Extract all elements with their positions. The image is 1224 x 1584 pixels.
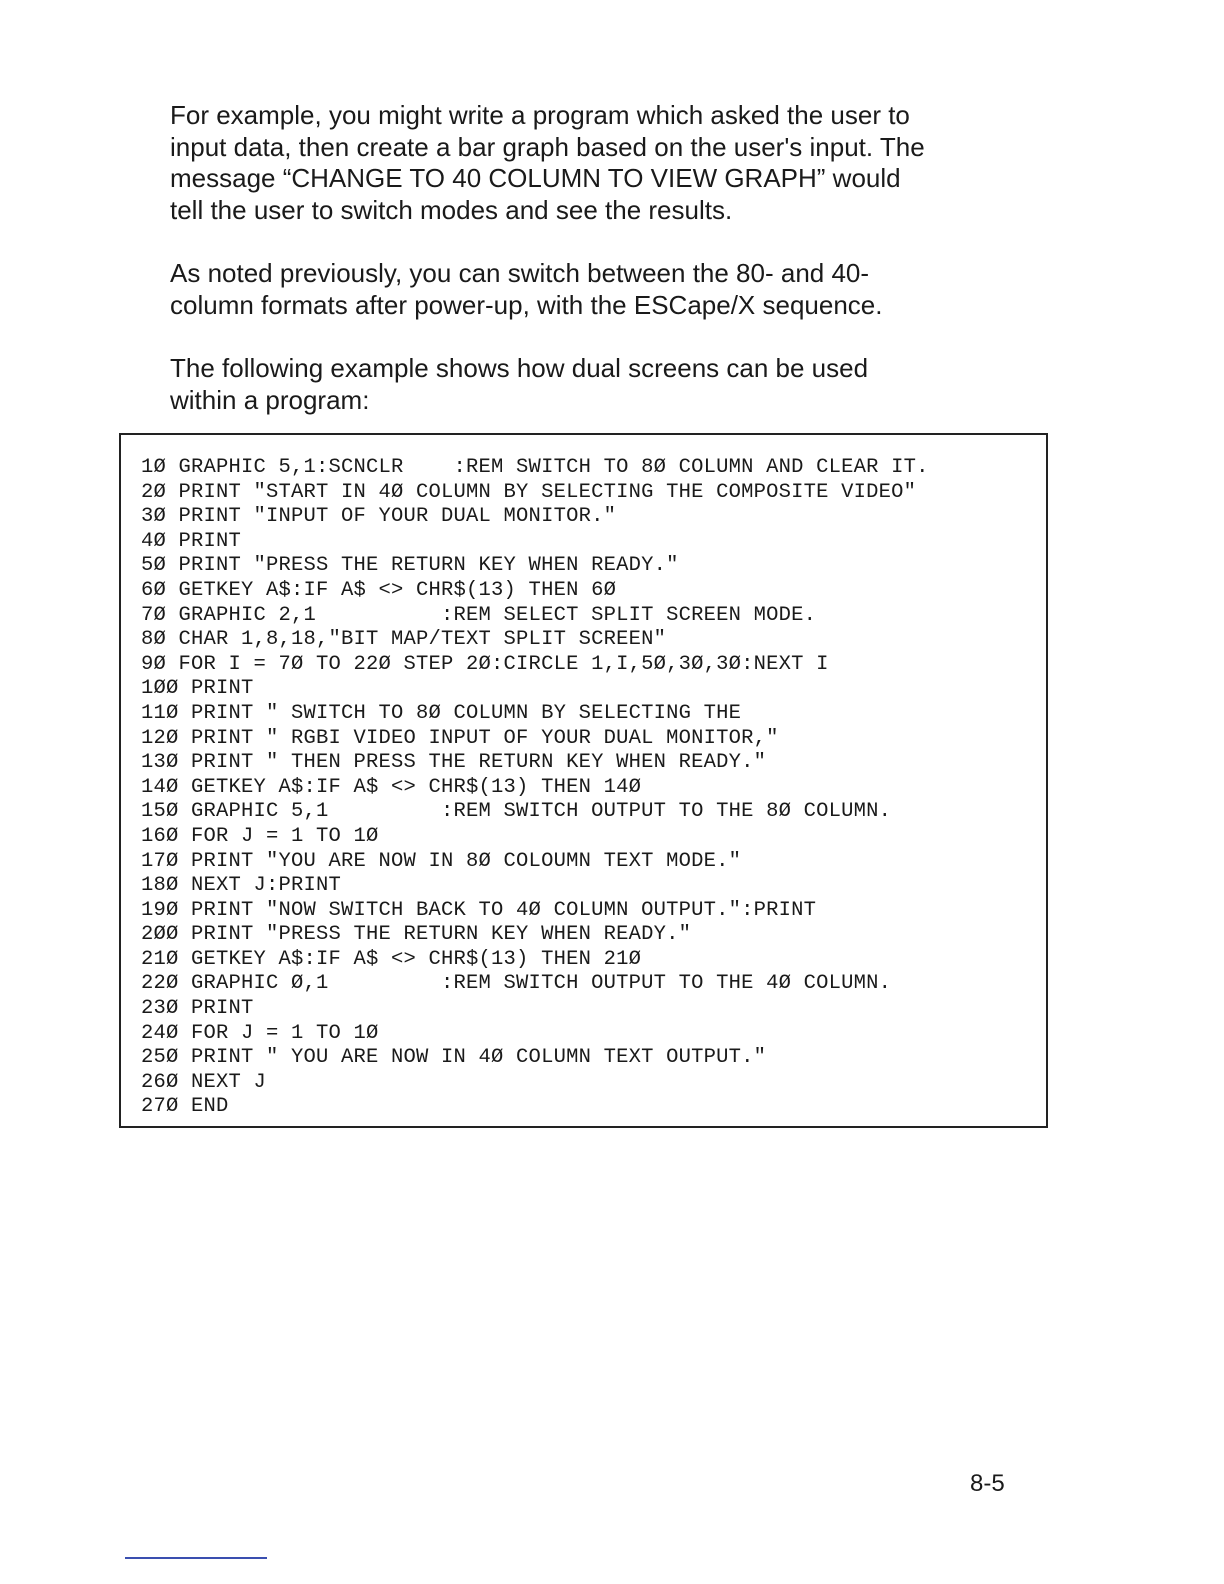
code-line: 19Ø PRINT "NOW SWITCH BACK TO 4Ø COLUMN OUTPUT.":PRINT: [141, 898, 817, 922]
code-line: 22Ø GRAPHIC Ø,1 :REM SWITCH OUTPUT TO THE 4Ø COLUMN.: [141, 972, 892, 996]
code-line: 2Ø PRINT "START IN 4Ø COLUMN BY SELECTING THE COMPOSITE VIDEO": [141, 480, 917, 504]
paragraph-bar-graph-example: [170, 100, 1030, 226]
code-line: 3Ø PRINT "INPUT OF YOUR DUAL MONITOR.": [141, 505, 617, 529]
code-line: 2ØØ PRINT "PRESS THE RETURN KEY WHEN READY.": [141, 923, 692, 947]
code-line: 5Ø PRINT "PRESS THE RETURN KEY WHEN READY.": [141, 554, 679, 578]
code-line: 4Ø PRINT: [141, 529, 242, 553]
basic-program-listing: [141, 456, 929, 1120]
code-line: 14Ø GETKEY A$:IF A$ <> CHR$(13) THEN 14Ø: [141, 775, 642, 799]
code-line: 12Ø PRINT " RGBI VIDEO INPUT OF YOUR DUAL MONITOR,": [141, 726, 779, 750]
code-line: 23Ø PRINT: [141, 997, 254, 1021]
code-line: 27Ø END: [141, 1095, 229, 1119]
code-line: 1ØØ PRINT: [141, 677, 254, 701]
paragraph-line: As noted previously, you can switch between the 80- and 40-: [170, 258, 870, 288]
paragraph-line: input data, then create a bar graph based on the user's input. The: [170, 131, 925, 162]
footer-rule: [125, 1557, 267, 1559]
code-line: 13Ø PRINT " THEN PRESS THE RETURN KEY WHEN READY.": [141, 751, 767, 775]
code-line: 1Ø GRAPHIC 5,1:SCNCLR :REM SWITCH TO 8Ø COLUMN AND CLEAR IT.: [141, 456, 929, 479]
paragraph-dual-screen-intro: [170, 353, 1030, 416]
code-line: 16Ø FOR J = 1 TO 1Ø: [141, 824, 379, 848]
code-line: 8Ø CHAR 1,8,18,"BIT MAP/TEXT SPLIT SCREEN": [141, 628, 667, 652]
code-line: 15Ø GRAPHIC 5,1 :REM SWITCH OUTPUT TO THE 8Ø COLUMN.: [141, 800, 892, 824]
code-line: 26Ø NEXT J: [141, 1070, 267, 1094]
paragraph-line: tell the user to switch modes and see the results.: [170, 194, 733, 225]
paragraph-line: The following example shows how dual screens can be used: [170, 353, 869, 383]
paragraph-line: message “CHANGE TO 40 COLUMN TO VIEW GRAPH” would: [170, 163, 901, 193]
paragraph-line: column formats after power-up, with the ESCape/X sequence.: [170, 289, 883, 320]
paragraph-line: For example, you might write a program which asked the user to: [170, 100, 910, 130]
page-number: 8-5: [970, 1470, 1005, 1497]
code-line: 18Ø NEXT J:PRINT: [141, 874, 342, 898]
code-line: 11Ø PRINT " SWITCH TO 8Ø COLUMN BY SELECTING THE: [141, 701, 742, 725]
code-line: 24Ø FOR J = 1 TO 1Ø: [141, 1021, 379, 1045]
code-line: 9Ø FOR I = 7Ø TO 22Ø STEP 2Ø:CIRCLE 1,I,5Ø,3Ø,3Ø:NEXT I: [141, 652, 829, 676]
code-line: 17Ø PRINT "YOU ARE NOW IN 8Ø COLOUMN TEXT MODE.": [141, 849, 742, 873]
code-line: 7Ø GRAPHIC 2,1 :REM SELECT SPLIT SCREEN MODE.: [141, 603, 817, 627]
code-line: 21Ø GETKEY A$:IF A$ <> CHR$(13) THEN 21Ø: [141, 947, 642, 971]
paragraph-switch-formats: [170, 258, 1030, 321]
paragraph-line: within a program:: [170, 384, 370, 415]
code-line: 6Ø GETKEY A$:IF A$ <> CHR$(13) THEN 6Ø: [141, 578, 617, 602]
code-line: 25Ø PRINT " YOU ARE NOW IN 4Ø COLUMN TEXT OUTPUT.": [141, 1046, 767, 1070]
code-listing-box: [119, 433, 1048, 1128]
